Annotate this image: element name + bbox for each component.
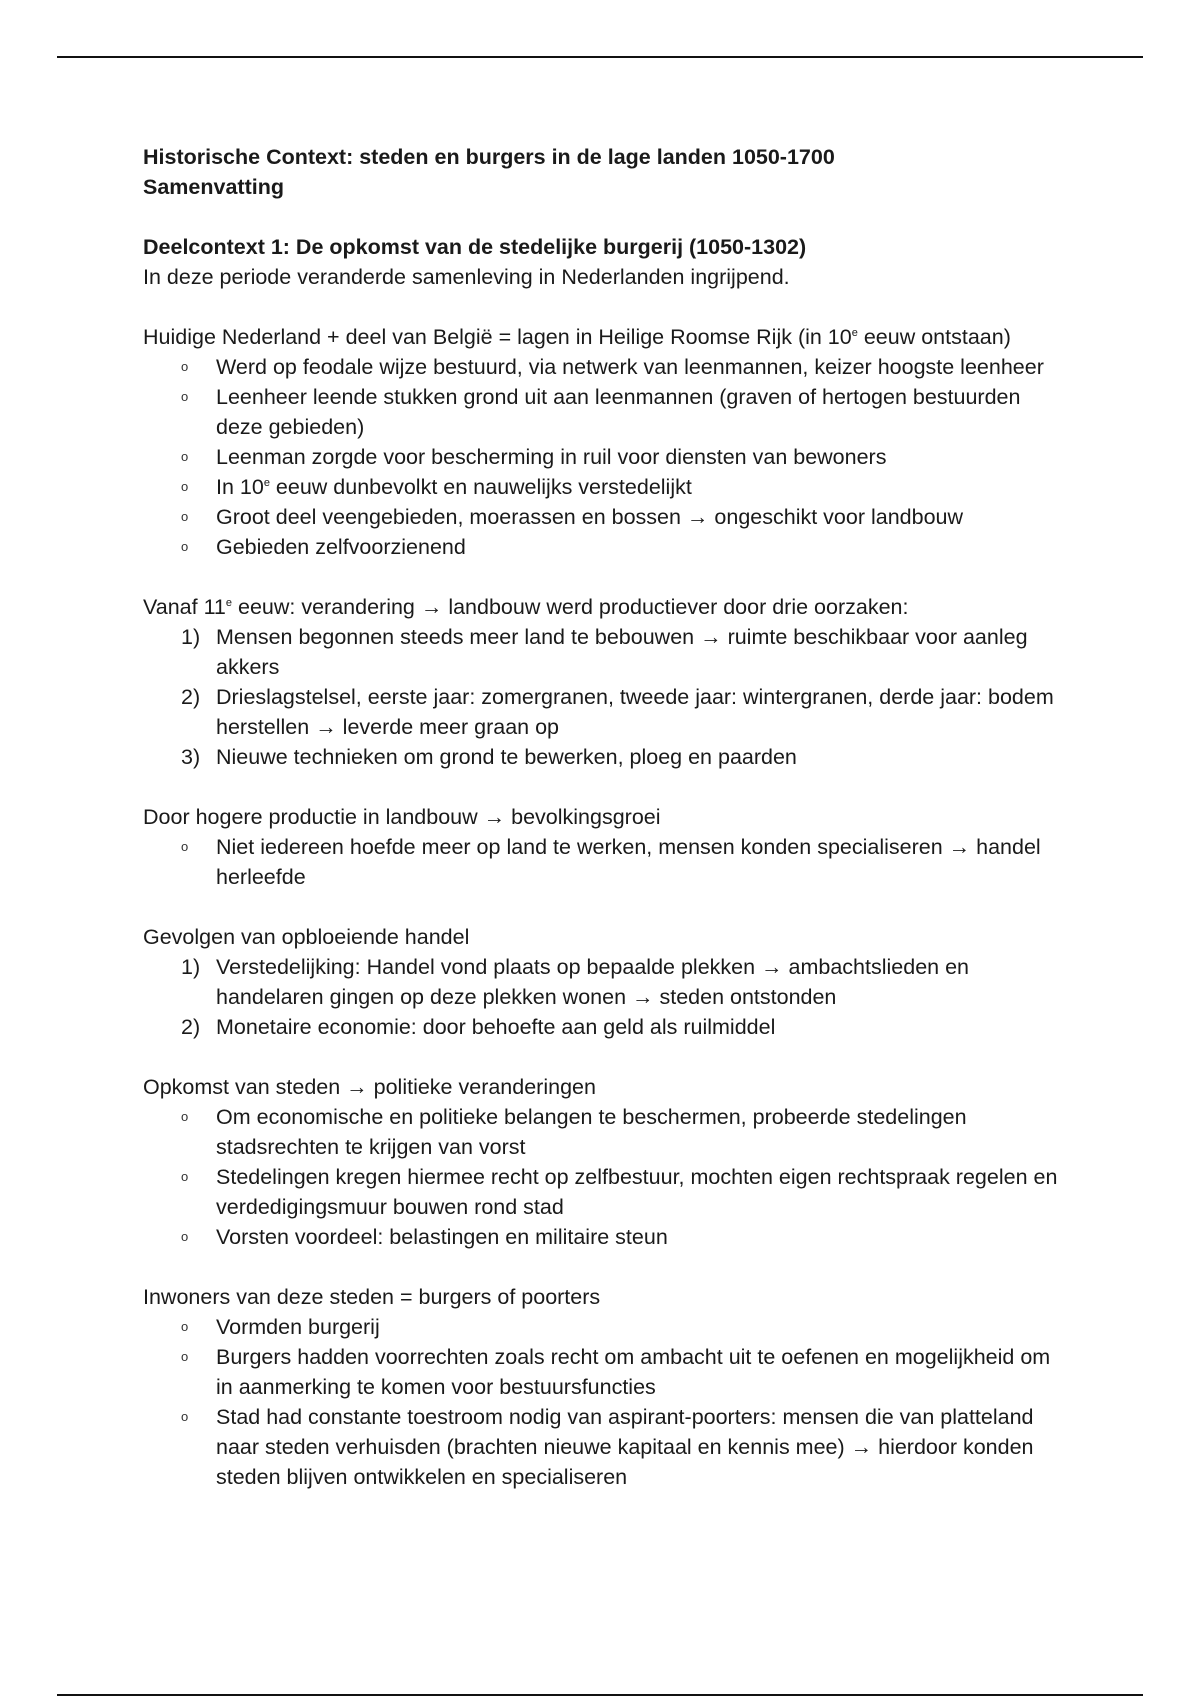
bullet-marker: o: [181, 479, 189, 494]
list-item: 2) Drieslagstelsel, eerste jaar: zomergranen, tweede jaar: wintergranen, derde jaar: bodem herstellen → leverde meer graan op: [143, 682, 1063, 742]
list-item: o Leenman zorgde voor bescherming in ruil voor diensten van bewoners: [143, 442, 1063, 472]
block1-list: [143, 352, 1063, 562]
block5-list: [143, 1102, 1063, 1252]
number-marker: 2): [181, 685, 201, 709]
block3-list: [143, 832, 1063, 892]
block1-lead: Huidige Nederland + deel van België = lagen in Heilige Roomse Rijk (in 10e eeuw ontstaan): [143, 325, 1011, 349]
intro-paragraph: In deze periode veranderde samenleving in Nederlanden ingrijpend.: [143, 265, 790, 289]
bullet-marker: o: [181, 1169, 189, 1184]
list-item: o Burgers hadden voorrechten zoals recht om ambacht uit te oefenen en mogelijkheid om in aanmerking te komen voor bestuursfuncties: [143, 1342, 1063, 1402]
header-rule: [57, 56, 1143, 58]
bullet-marker: o: [181, 509, 189, 524]
list-item: o Niet iedereen hoefde meer op land te werken, mensen konden specialiseren → handel herleefde: [143, 832, 1063, 892]
block4-list: [143, 952, 1063, 1042]
list-item: o Werd op feodale wijze bestuurd, via netwerk van leenmannen, keizer hoogste leenheer: [143, 352, 1063, 382]
bullet-marker: o: [181, 1349, 189, 1364]
bullet-marker: o: [181, 1109, 189, 1124]
list-item: o Vormden burgerij: [143, 1312, 1063, 1342]
list-item: o Leenheer leende stukken grond uit aan leenmannen (graven of hertogen bestuurden deze gebieden): [143, 382, 1063, 442]
bullet-marker: o: [181, 839, 189, 854]
number-marker: 2): [181, 1015, 201, 1039]
bullet-marker: o: [181, 1319, 189, 1334]
bullet-marker: o: [181, 1409, 189, 1424]
list-item: 1) Verstedelijking: Handel vond plaats op bepaalde plekken → ambachtslieden en handelaren gingen op deze plekken wonen → steden ontstonden: [143, 952, 1063, 1012]
bullet-marker: o: [181, 359, 189, 374]
footer-rule: [57, 1694, 1143, 1696]
section-heading: Deelcontext 1: De opkomst van de stedelijke burgerij (1050-1302): [143, 235, 807, 259]
number-marker: 1): [181, 625, 201, 649]
list-item: o Vorsten voordeel: belastingen en militaire steun: [143, 1222, 1063, 1252]
bullet-marker: o: [181, 1229, 189, 1244]
list-item: o Stad had constante toestroom nodig van aspirant-poorters: mensen die van platteland naar steden verhuisden (brachten nieuwe kapitaal en kennis mee) → hierdoor konden steden blijven ontwikkelen en specialiseren: [143, 1402, 1063, 1492]
block2-lead: Vanaf 11e eeuw: verandering → landbouw werd productiever door drie oorzaken:: [143, 595, 909, 619]
list-item: o Om economische en politieke belangen te beschermen, probeerde stedelingen stadsrechten te krijgen van vorst: [143, 1102, 1063, 1162]
list-item: o Groot deel veengebieden, moerassen en bossen → ongeschikt voor landbouw: [143, 502, 1063, 532]
document-title: Historische Context: steden en burgers in de lage landen 1050-1700: [143, 145, 835, 169]
number-marker: 3): [181, 745, 201, 769]
block6-lead: Inwoners van deze steden = burgers of poorters: [143, 1285, 601, 1309]
list-item: 3) Nieuwe technieken om grond te bewerken, ploeg en paarden: [143, 742, 1063, 772]
list-item: o Gebieden zelfvoorzienend: [143, 532, 1063, 562]
list-item: o Stedelingen kregen hiermee recht op zelfbestuur, mochten eigen rechtspraak regelen en verdedigingsmuur bouwen rond stad: [143, 1162, 1063, 1222]
list-item: o In 10e eeuw dunbevolkt en nauwelijks verstedelijkt: [143, 472, 1063, 502]
block2-list: [143, 622, 1063, 772]
document-subtitle: Samenvatting: [143, 175, 284, 199]
number-marker: 1): [181, 955, 201, 979]
block4-lead: Gevolgen van opbloeiende handel: [143, 925, 470, 949]
bullet-marker: o: [181, 539, 189, 554]
block5-lead: Opkomst van steden → politieke veranderingen: [143, 1075, 596, 1099]
block6-list: [143, 1312, 1063, 1492]
list-item: 2) Monetaire economie: door behoefte aan geld als ruilmiddel: [143, 1012, 1063, 1042]
block3-lead: Door hogere productie in landbouw → bevolkingsgroei: [143, 805, 661, 829]
bullet-marker: o: [181, 389, 189, 404]
bullet-marker: o: [181, 449, 189, 464]
document-page: [143, 142, 1063, 1492]
list-item: 1) Mensen begonnen steeds meer land te bebouwen → ruimte beschikbaar voor aanleg akkers: [143, 622, 1063, 682]
